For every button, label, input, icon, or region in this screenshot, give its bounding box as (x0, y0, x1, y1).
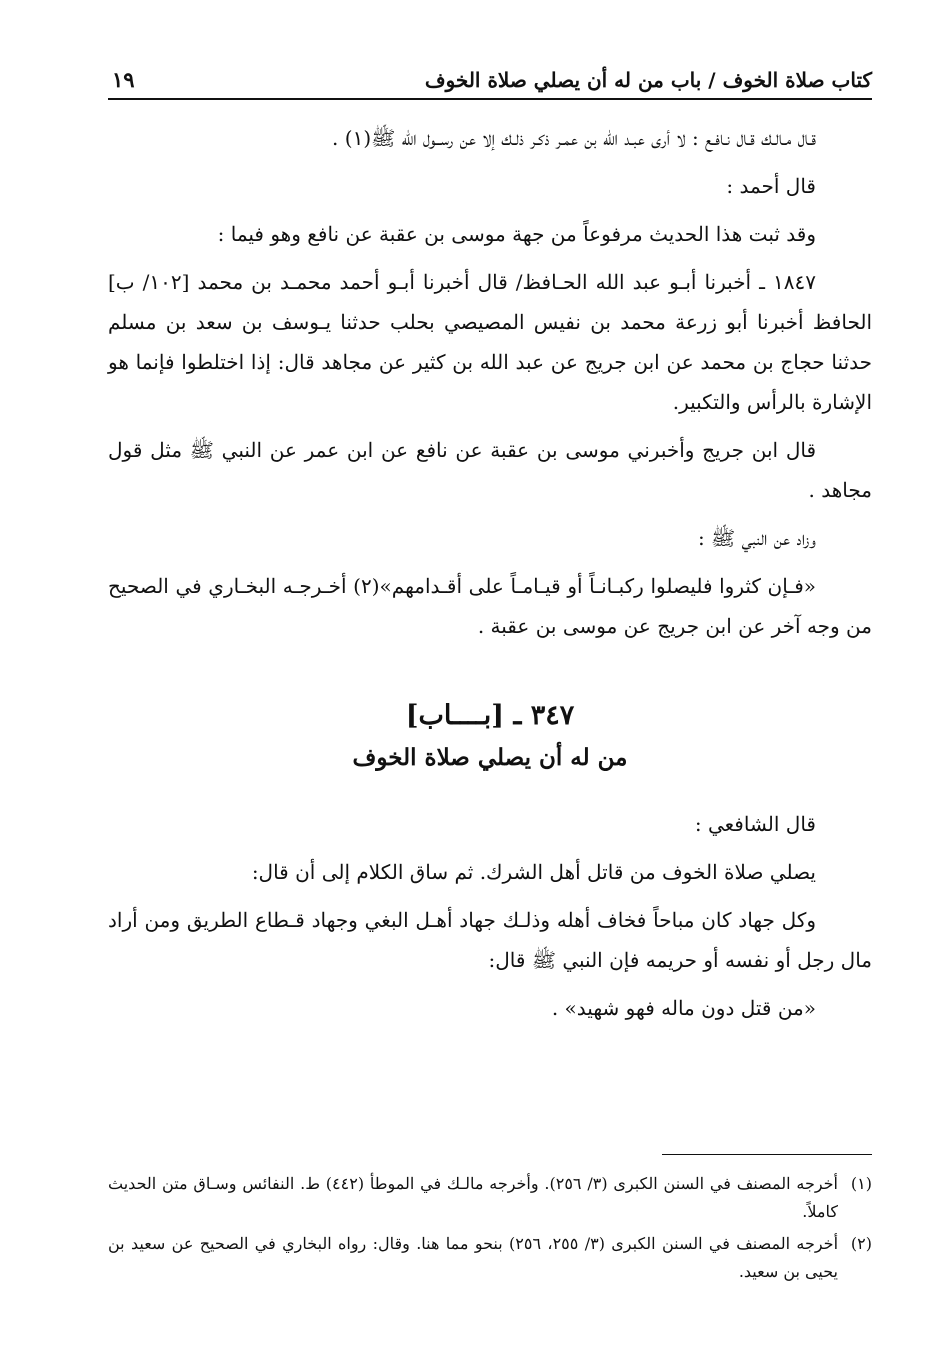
footnote (108, 1170, 872, 1226)
paragraph: وكل جهاد كان مباحاً فخاف أهله وذلـك جهاد أهـل البغي وجهاد قـطاع الطريق ومن أراد مال رجل أو نفسه أو حريمه فإن النبي ﷺ قال: (108, 908, 872, 972)
section-title: ٣٤٧ ـ [بــــاب] (405, 700, 575, 731)
section-gap (108, 654, 872, 694)
section-subtitle: من له أن يصلي صلاة الخوف (352, 744, 628, 771)
paragraph: «من قتل دون ماله فهو شهيد» . (551, 996, 816, 1020)
hadith-paragraph: ١٨٤٧ ـ أخبرنا أبـو عبد الله الحـافظ/ قال أخبرنا أبـو أحمد محمـد بن محمد [١٠٢/ ب] الحافظ أخبرنا أبو زرعة محمد بن نفيس المصيصي بحلب حدثنا يـوسف بن سعد بن مسلم حدثنا حجاج بن محمد عن ابن جريج عن عبد الله بن كثير عن مجاهد قال: إذا اختلطوا فإنما هو الإشارة بالرأس والتكبير. (108, 270, 872, 414)
paragraph: قـال مـالـك قـال نـافـع : لا أرى عبـد الله بن عمـر ذكـر ذلـك إلا عن رســول الله ﷺ(١) . (332, 126, 816, 150)
footnote-text: أخرجه المصنف في السنن الكبرى (٣/ ٢٥٥، ٢٥٦) بنحو مما هنا. وقال: رواه البخاري في الصحيح عن سعيد بن يحيى بن سعيد. (108, 1234, 839, 1281)
page-header (108, 56, 872, 100)
paragraph: قال ابن جريج وأخبرني موسى بن عقبة عن نافع عن ابن عمر عن النبي ﷺ مثل قول مجاهد . (108, 438, 872, 502)
footnote-text: أخرجه المصنف في السنن الكبرى (٣/ ٢٥٦). وأخرجه مالـك في الموطأ (٤٤٢) ط. النفائس وسـاق متن الحديث كاملاً. (108, 1174, 838, 1221)
footnote-number: (١) (850, 1174, 872, 1193)
paragraph: قال أحمد : (726, 174, 816, 198)
paragraph: قال الشافعي : (694, 812, 816, 836)
main-text (108, 118, 872, 1036)
running-title: كتاب صلاة الخوف / باب من له أن يصلي صلاة الخوف (424, 68, 872, 92)
footnote-separator (662, 1154, 872, 1155)
footnote (108, 1230, 872, 1286)
paragraph: وزاد عن النبي ﷺ : (697, 526, 816, 550)
paragraph: «فـإن كثروا فليصلوا ركبـانـاً أو قيـامـاً على أقـدامهم»(٢) أخـرجـه البخـاري في الصحيح من وجه آخر عن ابن جريج عن موسى بن عقبة . (108, 574, 872, 638)
paragraph: وقد ثبت هذا الحديث مرفوعاً من جهة موسى بن عقبة عن نافع وهو فيما : (217, 222, 816, 246)
footnotes (108, 1170, 872, 1290)
page-number: ١٩ (112, 67, 135, 92)
footnote-number: (٢) (850, 1234, 873, 1253)
paragraph: يصلي صلاة الخوف من قاتل أهل الشرك. ثم ساق الكلام إلى أن قال: (251, 860, 816, 884)
